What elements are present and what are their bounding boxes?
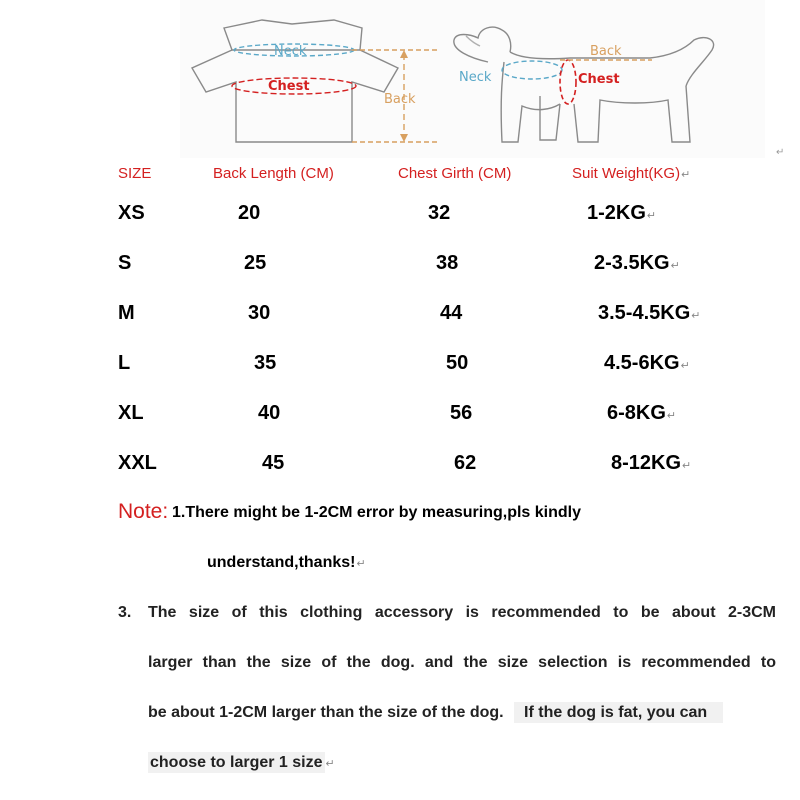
row-back-length: 25 — [244, 252, 267, 274]
row-chest-girth: 44 — [440, 302, 463, 324]
header-size: SIZE — [118, 165, 152, 182]
row-weight-value: 3.5-4.5KG — [598, 302, 691, 324]
row-size: M — [118, 302, 135, 324]
item-3-line-1: The size of this clothing accessory is recommended to be about 2-3CM — [148, 604, 776, 621]
item-3-line-4-text: choose to larger 1 size — [150, 754, 323, 771]
header-suit-weight — [572, 165, 690, 182]
measurement-diagram — [0, 0, 800, 160]
note-line-2 — [207, 554, 366, 572]
return-mark: ↵ — [646, 210, 657, 222]
header-suit-weight-label: Suit Weight(KG) — [572, 165, 681, 182]
header-chest-girth: Chest Girth (CM) — [398, 165, 512, 182]
note-line-2-text: understand,thanks! — [207, 554, 356, 571]
row-back-length: 20 — [238, 202, 261, 224]
note-label: Note: — [118, 500, 169, 523]
return-mark: ↵ — [681, 169, 691, 181]
shirt-back-label: Back — [384, 92, 416, 107]
row-chest-girth: 50 — [446, 352, 469, 374]
return-mark: ↵ — [325, 758, 335, 770]
row-weight-value: 6-8KG — [607, 402, 666, 424]
return-mark: ↵ — [670, 260, 680, 272]
row-back-length: 45 — [262, 452, 285, 474]
row-chest-girth: 56 — [450, 402, 473, 424]
return-mark: ↵ — [776, 147, 785, 158]
row-weight-value: 2-3.5KG — [594, 252, 670, 274]
shirt-neck-label: Neck — [274, 44, 307, 59]
row-weight-value: 8-12KG — [611, 452, 682, 474]
row-chest-girth: 62 — [454, 452, 477, 474]
return-mark: ↵ — [666, 410, 677, 422]
row-weight — [594, 252, 680, 275]
header-back-length: Back Length (CM) — [213, 165, 334, 182]
row-weight — [604, 352, 690, 375]
row-weight-value: 4.5-6KG — [604, 352, 680, 374]
return-mark: ↵ — [680, 360, 690, 372]
row-back-length: 30 — [248, 302, 271, 324]
row-weight — [607, 402, 676, 425]
row-back-length: 35 — [254, 352, 277, 374]
row-size: XXL — [118, 452, 157, 474]
row-weight — [598, 302, 700, 325]
item-3-line-2: larger than the size of the dog. and the size selection is recommended to — [148, 654, 776, 671]
dog-chest-label: Chest — [578, 72, 620, 87]
row-chest-girth: 32 — [428, 202, 451, 224]
row-weight — [587, 202, 656, 225]
row-weight-value: 1-2KG — [587, 202, 646, 224]
row-size: S — [118, 252, 132, 274]
row-size: XS — [118, 202, 145, 224]
shirt-chest-label: Chest — [268, 79, 310, 94]
item-3-line-3b: If the dog is fat, you can — [514, 702, 723, 723]
dog-back-label: Back — [590, 44, 622, 59]
row-size: L — [118, 352, 131, 374]
item-3-line-4 — [148, 754, 335, 772]
row-weight — [611, 452, 691, 475]
note-line-1: 1.There might be 1-2CM error by measuring,pls kindly — [172, 504, 581, 521]
row-chest-girth: 38 — [436, 252, 459, 274]
item-3-number: 3. — [118, 604, 132, 621]
row-size: XL — [118, 402, 144, 424]
item-3-line-3a: be about 1-2CM larger than the size of the dog. — [148, 704, 504, 721]
return-mark: ↵ — [356, 558, 366, 570]
row-back-length: 40 — [258, 402, 281, 424]
return-mark: ↵ — [682, 460, 692, 472]
return-mark: ↵ — [691, 310, 701, 322]
item-3-line-3 — [148, 704, 723, 722]
dog-neck-label: Neck — [459, 70, 492, 85]
